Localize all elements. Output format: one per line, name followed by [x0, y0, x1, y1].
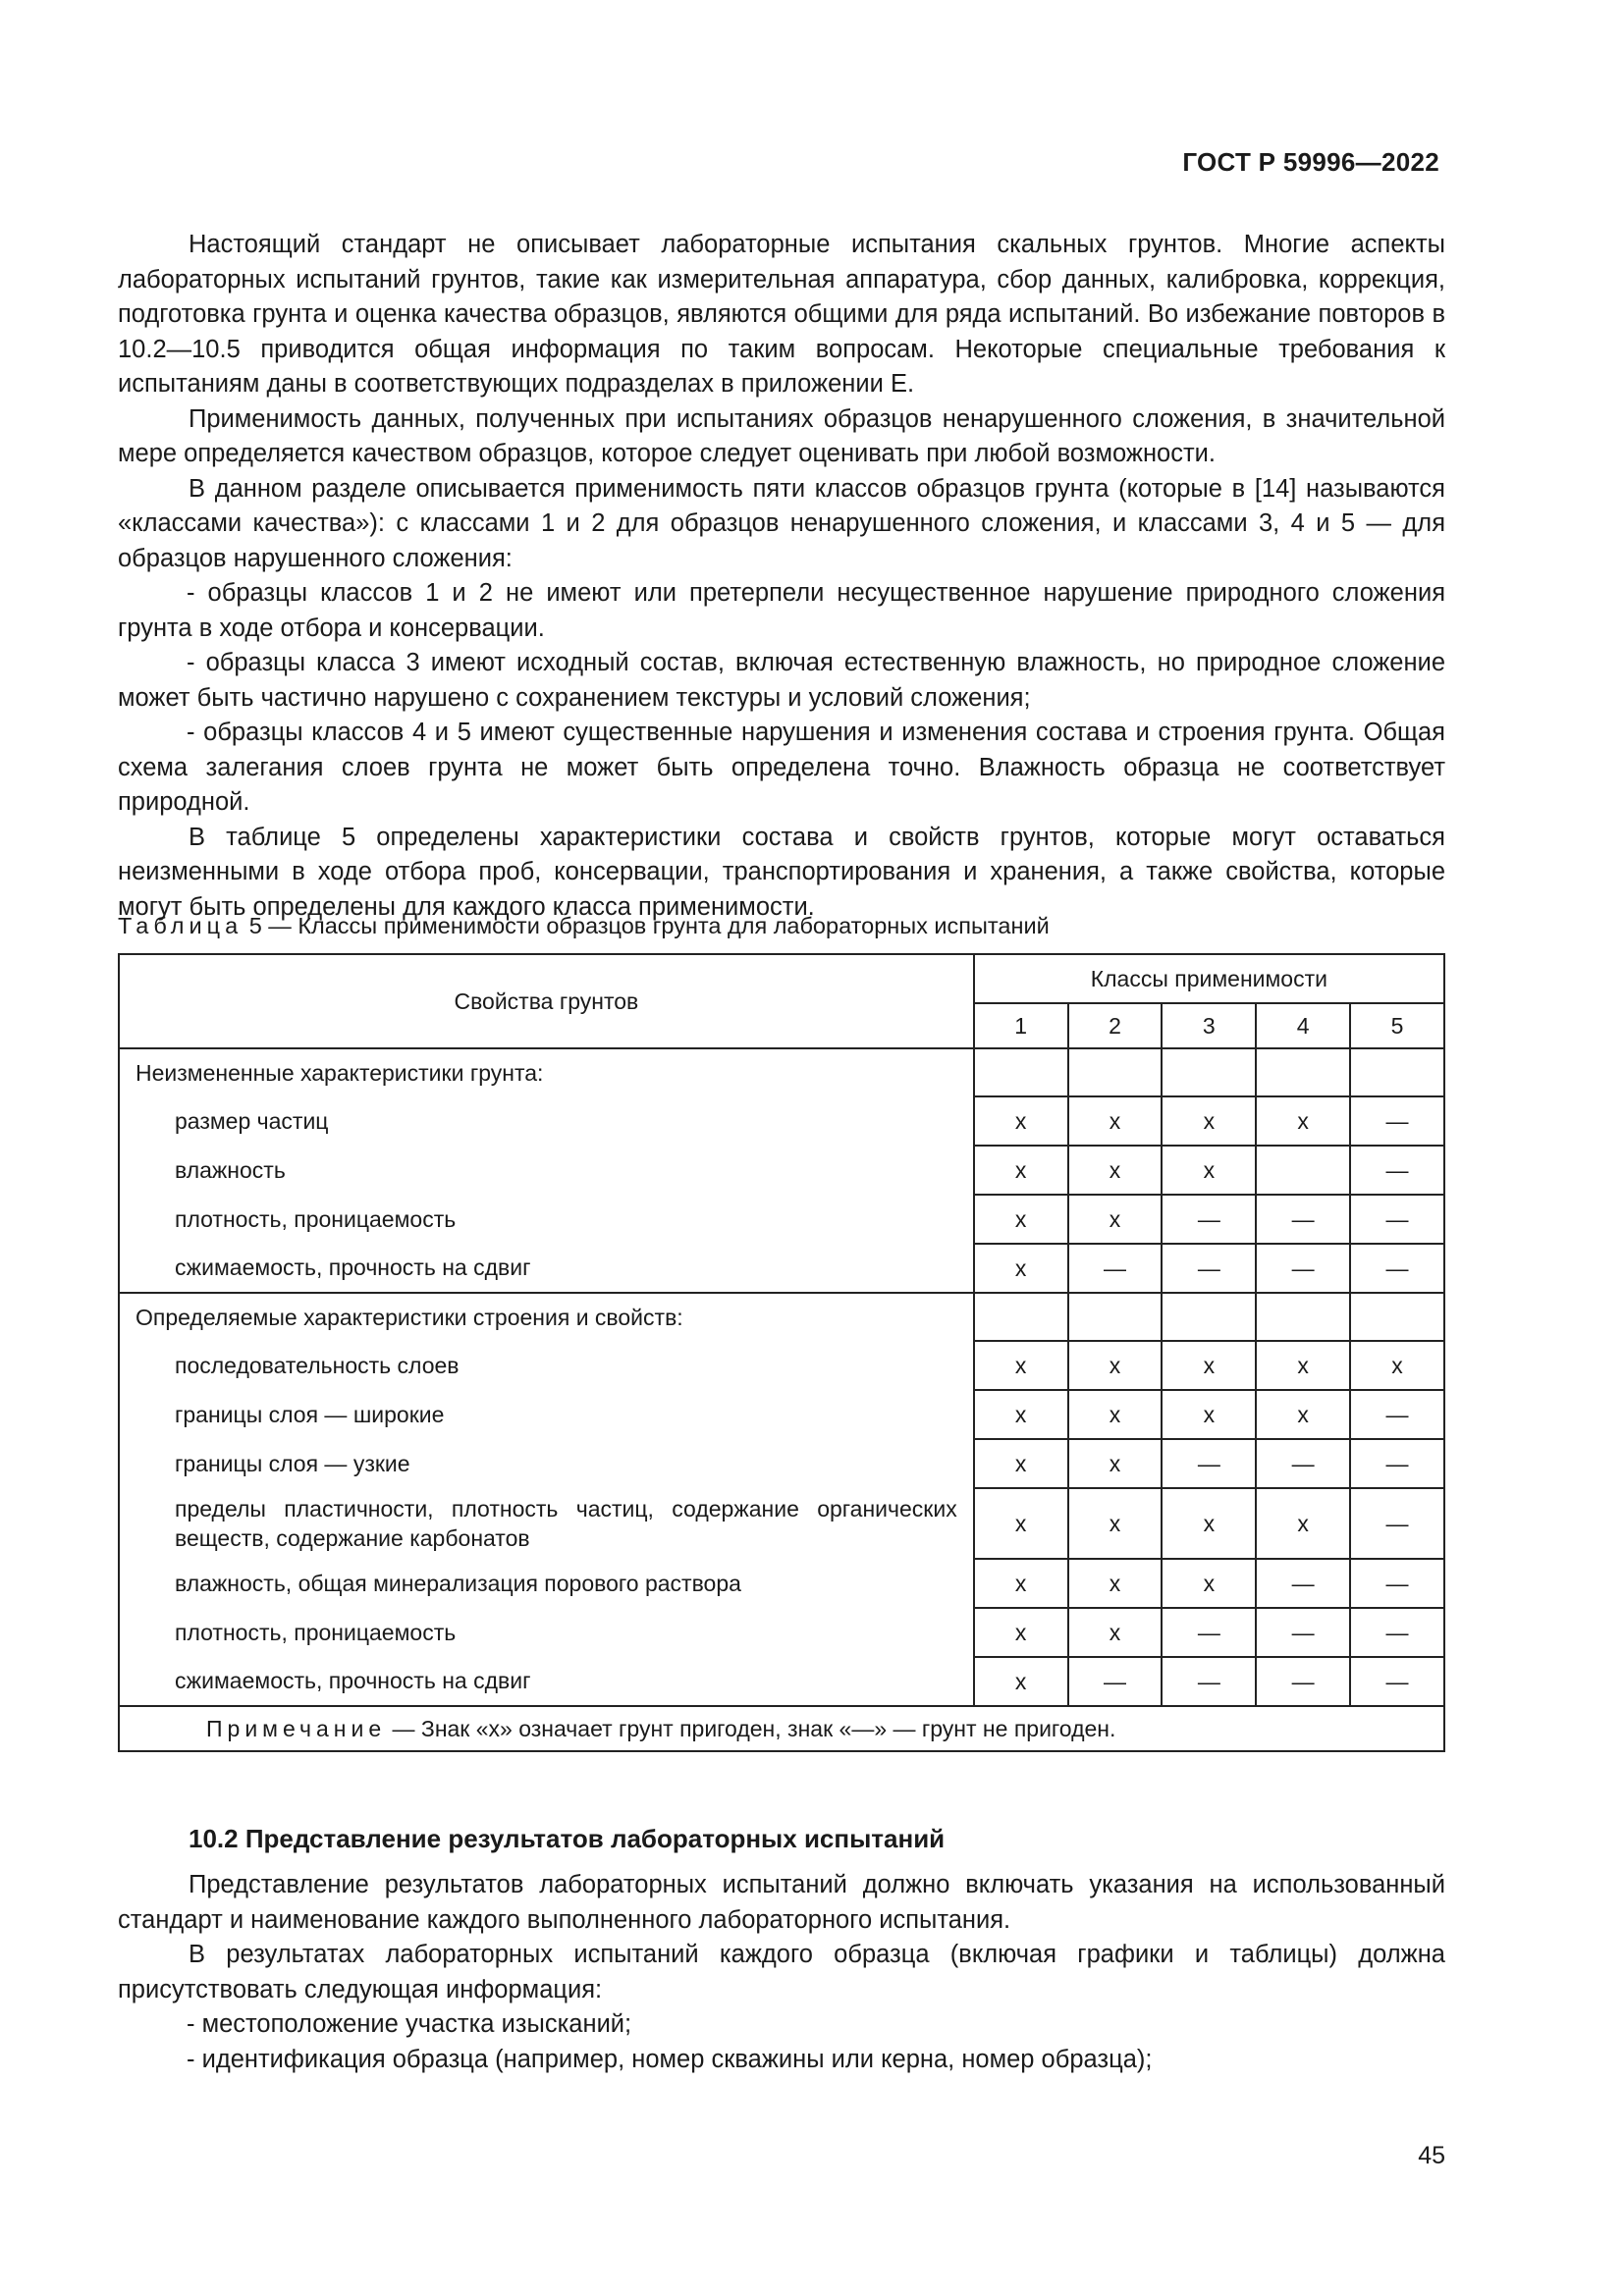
table-row: [119, 1096, 1444, 1146]
class-value-cell: x: [974, 1439, 1068, 1488]
class-value-cell: —: [1162, 1657, 1256, 1706]
class-value-cell: x: [974, 1146, 1068, 1195]
empty-cell: [1256, 1293, 1350, 1341]
section-title: 10.2 Представление результатов лабораторных испытаний: [189, 1824, 946, 1853]
paragraph: Применимость данных, полученных при испытаниях образцов ненарушенного сложения, в значительной мере определяется качеством образцов, которое следует оценивать при любой возможности.: [118, 404, 1445, 467]
property-label: сжимаемость, прочность на сдвиг: [119, 1657, 974, 1706]
property-label: сжимаемость, прочность на сдвиг: [119, 1244, 974, 1293]
class-value-cell: —: [1068, 1244, 1163, 1293]
list-item: - образцы класса 3 имеют исходный состав, включая естественную влажность, но природное сложение может быть частично нарушено с сохранением текстуры и условий сложения;: [118, 649, 1445, 712]
class-value-cell: x: [974, 1244, 1068, 1293]
class-value-cell: —: [1256, 1244, 1350, 1293]
document-header: ГОСТ Р 59996—2022: [1182, 147, 1439, 177]
group-title-row: [119, 1048, 1444, 1096]
class-value-cell: —: [1256, 1608, 1350, 1657]
class-value-cell: x: [1068, 1559, 1163, 1608]
class-number: 3: [1162, 1003, 1256, 1048]
class-value-cell: —: [1162, 1195, 1256, 1244]
class-value-cell: x: [974, 1488, 1068, 1559]
paragraph: В таблице 5 определены характеристики состава и свойств грунтов, которые могут оставаться неизменными в ходе отбора проб, консервации, транспортирования и хранения, а также свойства, которые могут быть определены для каждого класса применимости.: [118, 823, 1445, 921]
class-value-cell: x: [1162, 1146, 1256, 1195]
note-text: — Знак «x» означает грунт пригоден, знак «—» — грунт не пригоден.: [392, 1715, 1116, 1741]
class-value-cell: —: [1256, 1439, 1350, 1488]
empty-cell: [1350, 1048, 1444, 1096]
list-item: - образцы классов 4 и 5 имеют существенные нарушения и изменения состава и строения грунта. Общая схема залегания слоев грунта не может быть определена точно. Влажность образца не соответствует природной.: [118, 719, 1445, 816]
class-value-cell: —: [1350, 1488, 1444, 1559]
column-header-properties: Свойства грунтов: [119, 954, 974, 1048]
section-text: [118, 1868, 1445, 2077]
class-value-cell: x: [1162, 1390, 1256, 1439]
class-value-cell: x: [1256, 1096, 1350, 1146]
class-value-cell: x: [1068, 1439, 1163, 1488]
group-title-row: [119, 1293, 1444, 1341]
property-label: влажность: [119, 1146, 974, 1195]
class-value-cell: x: [1162, 1096, 1256, 1146]
class-value-cell: x: [1162, 1341, 1256, 1390]
property-label: плотность, проницаемость: [119, 1195, 974, 1244]
empty-cell: [1068, 1048, 1163, 1096]
class-value-cell: x: [1256, 1390, 1350, 1439]
class-value-cell: x: [974, 1657, 1068, 1706]
table-row: [119, 1390, 1444, 1439]
table-body: [119, 1048, 1444, 1706]
class-number: 1: [974, 1003, 1068, 1048]
class-value-cell: x: [1068, 1146, 1163, 1195]
class-value-cell: —: [1162, 1244, 1256, 1293]
class-value-cell: [1256, 1146, 1350, 1195]
intro-text: [118, 228, 1445, 925]
paragraph: В данном разделе описывается применимость пяти классов образцов грунта (которые в [14] называются «классами качества»): с классами 1 и 2 для образцов ненарушенного сложения, и классами 3, 4 и 5 — для образцов нарушенного сложения:: [118, 474, 1445, 572]
class-value-cell: x: [974, 1195, 1068, 1244]
class-value-cell: x: [1068, 1390, 1163, 1439]
property-label: пределы пластичности, плотность частиц, содержание органических веществ, содержание карбонатов: [119, 1488, 974, 1559]
empty-cell: [1068, 1293, 1163, 1341]
empty-cell: [974, 1048, 1068, 1096]
list-item: - местоположение участка изысканий;: [187, 2010, 632, 2038]
class-number: 2: [1068, 1003, 1163, 1048]
table-row: [119, 1559, 1444, 1608]
class-value-cell: x: [1068, 1195, 1163, 1244]
empty-cell: [974, 1293, 1068, 1341]
class-value-cell: x: [974, 1096, 1068, 1146]
class-value-cell: x: [1256, 1488, 1350, 1559]
class-value-cell: —: [1256, 1559, 1350, 1608]
table-row: [119, 1439, 1444, 1488]
class-value-cell: x: [1068, 1488, 1163, 1559]
table-caption-text: 5 — Классы применимости образцов грунта для лабораторных испытаний: [248, 913, 1050, 938]
class-value-cell: x: [1162, 1559, 1256, 1608]
class-value-cell: x: [974, 1559, 1068, 1608]
list-item: - идентификация образца (например, номер скважины или керна, номер образца);: [187, 2045, 1153, 2073]
class-value-cell: x: [974, 1608, 1068, 1657]
list-item: - образцы классов 1 и 2 не имеют или претерпели несущественное нарушение природного сложения грунта в ходе отбора и консервации.: [118, 579, 1445, 642]
group-title: Определяемые характеристики строения и свойств:: [119, 1293, 974, 1341]
table-row: [119, 1608, 1444, 1657]
table-row: [119, 1488, 1444, 1559]
class-value-cell: —: [1350, 1244, 1444, 1293]
page-number: 45: [1418, 2142, 1445, 2169]
class-value-cell: —: [1162, 1439, 1256, 1488]
note-label: Примечание: [206, 1715, 387, 1741]
column-header-classes: Классы применимости: [974, 954, 1444, 1003]
paragraph: В результатах лабораторных испытаний каждого образца (включая графики и таблицы) должна присутствовать следующая информация:: [118, 1941, 1445, 2003]
table-row: [119, 1195, 1444, 1244]
class-value-cell: x: [1068, 1341, 1163, 1390]
class-value-cell: —: [1350, 1146, 1444, 1195]
empty-cell: [1256, 1048, 1350, 1096]
class-value-cell: x: [1162, 1488, 1256, 1559]
paragraph: Представление результатов лабораторных испытаний должно включать указания на использованный стандарт и наименование каждого выполненного лабораторного испытания.: [118, 1871, 1445, 1934]
group-title: Неизмененные характеристики грунта:: [119, 1048, 974, 1096]
class-value-cell: —: [1350, 1390, 1444, 1439]
table-caption: [118, 911, 1050, 940]
applicability-table: [118, 953, 1445, 1752]
class-number: 4: [1256, 1003, 1350, 1048]
class-value-cell: x: [1256, 1341, 1350, 1390]
table-note: [119, 1706, 1444, 1751]
table-row: [119, 1146, 1444, 1195]
table-row: [119, 1341, 1444, 1390]
property-label: границы слоя — узкие: [119, 1439, 974, 1488]
class-number: 5: [1350, 1003, 1444, 1048]
empty-cell: [1162, 1048, 1256, 1096]
table-row: [119, 1244, 1444, 1293]
class-value-cell: —: [1350, 1559, 1444, 1608]
empty-cell: [1162, 1293, 1256, 1341]
class-value-cell: x: [1068, 1096, 1163, 1146]
class-value-cell: —: [1256, 1195, 1350, 1244]
class-value-cell: —: [1068, 1657, 1163, 1706]
class-value-cell: —: [1162, 1608, 1256, 1657]
class-value-cell: x: [974, 1390, 1068, 1439]
property-label: размер частиц: [119, 1096, 974, 1146]
class-value-cell: —: [1350, 1657, 1444, 1706]
property-label: влажность, общая минерализация порового раствора: [119, 1559, 974, 1608]
class-value-cell: —: [1350, 1439, 1444, 1488]
property-label: границы слоя — широкие: [119, 1390, 974, 1439]
class-value-cell: —: [1350, 1195, 1444, 1244]
class-value-cell: —: [1256, 1657, 1350, 1706]
class-value-cell: —: [1350, 1096, 1444, 1146]
empty-cell: [1350, 1293, 1444, 1341]
class-value-cell: x: [1068, 1608, 1163, 1657]
class-value-cell: —: [1350, 1608, 1444, 1657]
table-caption-label: Таблица: [118, 913, 244, 938]
property-label: плотность, проницаемость: [119, 1608, 974, 1657]
paragraph: Настоящий стандарт не описывает лабораторные испытания скальных грунтов. Многие аспекты лабораторных испытаний грунтов, такие как измерительная аппаратура, сбор данных, калибровка, коррекция, подготовка грунта и оценка качества образцов, являются общими для ряда испытаний. Во избежание повторов в 10.2—10.5 приводится общая информация по таким вопросам. Некоторые специальные требования к испытаниям даны в соответствующих подразделах в приложении Е.: [118, 231, 1445, 398]
property-label: последовательность слоев: [119, 1341, 974, 1390]
class-value-cell: x: [1350, 1341, 1444, 1390]
table-row: [119, 1657, 1444, 1706]
class-value-cell: x: [974, 1341, 1068, 1390]
